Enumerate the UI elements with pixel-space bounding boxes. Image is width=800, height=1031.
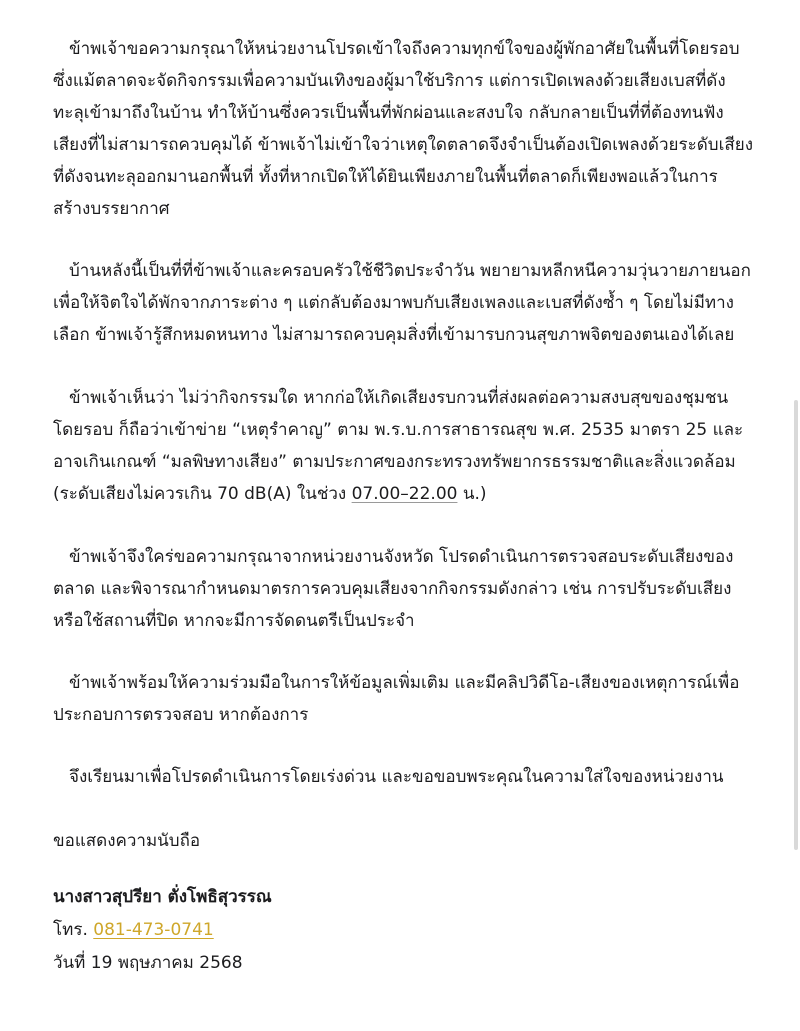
signature-phone-line: [53, 914, 753, 947]
closing-line: ขอแสดงความนับถือ: [53, 831, 201, 851]
signature-date: วันที่ 19 พฤษภาคม 2568: [53, 953, 243, 973]
paragraph-2: บ้านหลังนี้เป็นที่ที่ข้าพเจ้าและครอบครัวใช้ชีวิตประจำวัน พยายามหลีกหนีความวุ่นวายภายนอกเพื่อให้จิตใจได้พักจากภาระต่าง ๆ แต่กลับต้องมาพบกับเสียงเพลงและเบสที่ดังซ้ำ ๆ โดยไม่มีทางเลือก ข้าพเจ้ารู้สึกหมดหนทาง ไม่สามารถควบคุมสิ่งที่เข้ามารบกวนสุขภาพจิตของตนเองได้เลย: [53, 261, 751, 345]
paragraph-6: จึงเรียนมาเพื่อโปรดดำเนินการโดยเร่งด่วน และขอขอบพระคุณในความใส่ใจของหน่วยงาน: [69, 767, 724, 787]
phone-link[interactable]: 081-473-0741: [93, 920, 214, 940]
letter-body: [53, 33, 753, 980]
paragraph-3-text-before: ข้าพเจ้าเห็นว่า ไม่ว่ากิจกรรมใด หากก่อให้เกิดเสียงรบกวนที่ส่งผลต่อความสงบสุขของชุมชนโดยรอบ ก็ถือว่าเข้าข่าย “เหตุรำคาญ” ตาม พ.ร.บ.การสาธารณสุข พ.ศ. 2535 มาตรา 25 และอาจเกินเกณฑ์ “มลพิษทางเสียง” ตามประกาศของกระทรวงทรัพยากรธรรมชาติและสิ่งแวดล้อม (ระดับเสียงไม่ควรเกิน 70 dB(A) ในช่วง: [53, 388, 744, 504]
paragraph-4: ข้าพเจ้าจึงใคร่ขอความกรุณาจากหน่วยงานจังหวัด โปรดดำเนินการตรวจสอบระดับเสียงของตลาด และพิจารณากำหนดมาตรการควบคุมเสียงจากกิจกรรมดังกล่าว เช่น การปรับระดับเสียงหรือใช้สถานที่ปิด หากจะมีการจัดดนตรีเป็นประจำ: [53, 547, 734, 631]
phone-label: โทร.: [53, 920, 94, 940]
paragraph-3-text-after: น.): [457, 484, 487, 504]
signature-block: [53, 881, 753, 980]
signature-name: นางสาวสุปรียา ตั่งโพธิสุวรรณ: [53, 887, 272, 907]
paragraph-1: ข้าพเจ้าขอความกรุณาให้หน่วยงานโปรดเข้าใจถึงความทุกข์ใจของผู้พักอาศัยในพื้นที่โดยรอบ ซึ่งแม้ตลาดจะจัดกิจกรรมเพื่อความบันเทิงของผู้มาใช้บริการ แต่การเปิดเพลงด้วยเสียงเบสที่ดังทะลุเข้ามาถึงในบ้าน ทำให้บ้านซึ่งควรเป็นพื้นที่พักผ่อนและสงบใจ กลับกลายเป็นที่ที่ต้องทนฟังเสียงที่ไม่สามารถควบคุมได้ ข้าพเจ้าไม่เข้าใจว่าเหตุใดตลาดจึงจำเป็นต้องเปิดเพลงด้วยระดับเสียงที่ดังจนทะลุออกมานอกพื้นที่ ทั้งที่หากเปิดให้ได้ยินเพียงภายในพื้นที่ตลาดก็เพียงพอแล้วในการสร้างบรรยากาศ: [53, 39, 754, 219]
scrollbar[interactable]: [794, 400, 798, 850]
paragraph-3: [53, 382, 753, 510]
time-range-link[interactable]: 07.00–22.00: [351, 484, 458, 504]
paragraph-5: ข้าพเจ้าพร้อมให้ความร่วมมือในการให้ข้อมูลเพิ่มเติม และมีคลิปวิดีโอ-เสียงของเหตุการณ์เพื่อประกอบการตรวจสอบ หากต้องการ: [53, 673, 740, 725]
